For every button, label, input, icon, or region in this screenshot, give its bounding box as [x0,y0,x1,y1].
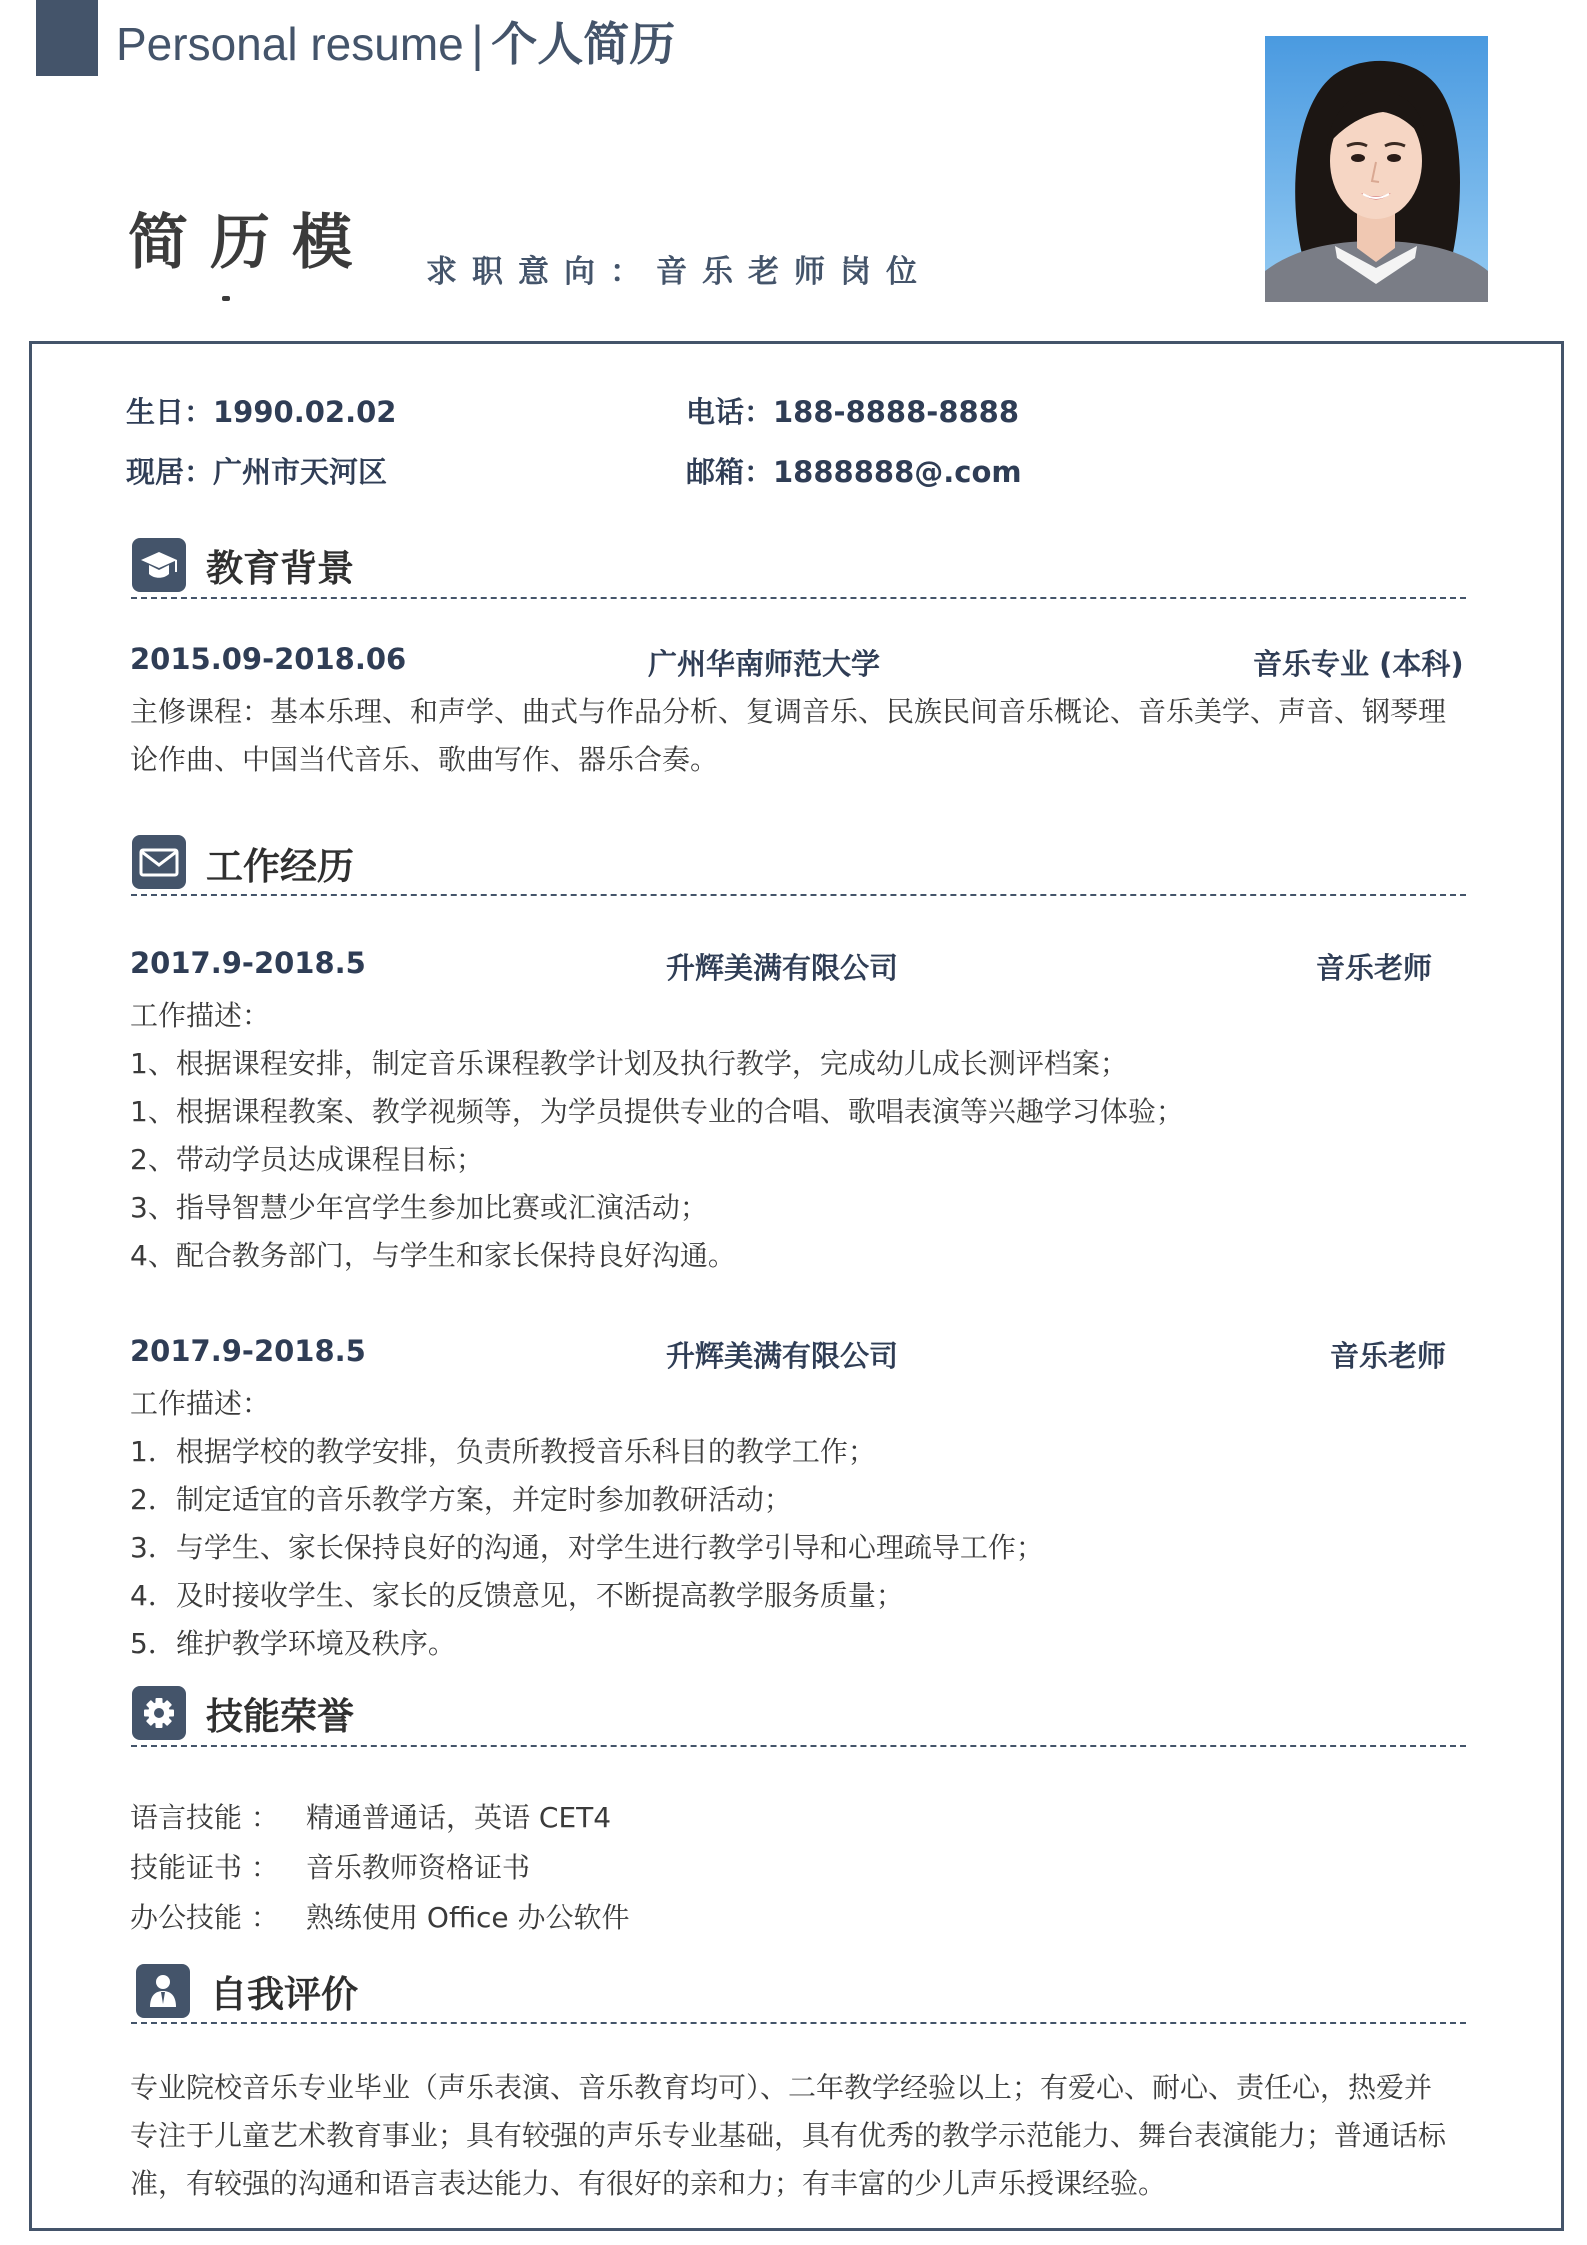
job-desc-item: 1．根据学校的教学安排，负责所教授音乐科目的教学工作； [130,1435,876,1468]
job-desc-label: 工作描述： [130,1387,271,1420]
education-school: 广州华南师范大学 [648,647,881,681]
job-desc-item: 1、根据课程安排，制定音乐课程教学计划及执行教学，完成幼儿成长测评档案； [130,1047,1128,1080]
graduation-cap-icon [132,538,186,592]
template-watermark-text: 简历模 [128,208,374,278]
job-desc-item: 1、根据课程教案、教学视频等，为学员提供专业的合唱、歌唱表演等兴趣学习体验； [130,1095,1184,1128]
job-company: 升辉美满有限公司 [666,1339,899,1373]
envelope-icon [132,835,186,889]
template-watermark-dot [222,296,230,301]
title-chinese: 个人简历 [491,17,676,71]
skill-value: 精通普通话，英语 CET4 [306,1801,612,1834]
education-major: 音乐专业 (本科) [1253,647,1464,681]
job-role: 音乐老师 [1330,1339,1447,1373]
education-period: 2015.09-2018.06 [130,642,407,676]
job-period: 2017.9-2018.5 [130,1334,366,1368]
skill-value: 熟练使用 Office 办公软件 [306,1901,630,1934]
title-english: Personal resume [116,18,464,70]
gear-icon [132,1686,186,1740]
job-desc-item: 3、指导智慧少年宫学生参加比赛或汇演活动； [130,1191,708,1224]
info-phone: 电话：188-8888-8888 [686,395,1020,429]
self-eval-line: 专业院校音乐专业毕业（声乐表演、音乐教育均可）、二年教学经验以上；有爱心、耐心、责任心，热爱并 [130,2071,1433,2104]
person-icon [136,1964,190,2018]
self-eval-line: 准，有较强的沟通和语言表达能力、有很好的亲和力；有丰富的少儿声乐授课经验。 [130,2167,1167,2200]
job-desc-item: 3．与学生、家长保持良好的沟通，对学生进行教学引导和心理疏导工作； [130,1531,1044,1564]
job-desc-item: 4、配合教务部门，与学生和家长保持良好沟通。 [130,1239,736,1272]
job-role: 音乐老师 [1316,951,1433,985]
title-separator: | [469,17,486,71]
section-title-education: 教育背景 [206,547,354,590]
education-courses-line: 论作曲、中国当代音乐、歌曲写作、器乐合奏。 [130,743,719,776]
skill-label: 语言技能 ： [130,1801,279,1834]
section-divider [131,2022,1466,2024]
job-intent: 求职意向：音乐老师岗位 [426,254,932,290]
header-accent-block [36,0,98,76]
section-title-self-eval: 自我评价 [210,1973,358,2016]
section-title-work: 工作经历 [206,845,354,888]
job-company: 升辉美满有限公司 [666,951,899,985]
job-period: 2017.9-2018.5 [130,946,366,980]
portrait-illustration [1265,36,1488,302]
info-birthday: 生日：1990.02.02 [126,395,397,429]
self-eval-line: 专注于儿童艺术教育事业；具有较强的声乐专业基础，具有优秀的教学示范能力、舞台表演能力；普通话标 [130,2119,1447,2152]
job-desc-item: 5．维护教学环境及秩序。 [130,1627,456,1660]
skill-value: 音乐教师资格证书 [306,1851,531,1884]
section-divider [131,597,1466,599]
resume-frame [29,341,1564,2231]
job-desc-item: 2．制定适宜的音乐教学方案，并定时参加教研活动； [130,1483,792,1516]
section-divider [131,1745,1466,1747]
job-desc-label: 工作描述： [130,999,271,1032]
job-desc-item: 2、带动学员达成课程目标； [130,1143,484,1176]
education-courses-line: 主修课程：基本乐理、和声学、曲式与作品分析、复调音乐、民族民间音乐概论、音乐美学、声音、钢琴理 [130,695,1447,728]
info-residence: 现居：广州市天河区 [126,455,388,489]
section-divider [131,894,1466,896]
section-title-skills: 技能荣誉 [206,1695,354,1738]
skill-label: 办公技能 ： [130,1901,279,1934]
profile-photo [1265,36,1488,302]
page-title [116,12,675,76]
skill-label: 技能证书 ： [130,1851,279,1884]
info-email: 邮箱：1888888@.com [686,455,1022,489]
job-desc-item: 4．及时接收学生、家长的反馈意见，不断提高教学服务质量； [130,1579,904,1612]
